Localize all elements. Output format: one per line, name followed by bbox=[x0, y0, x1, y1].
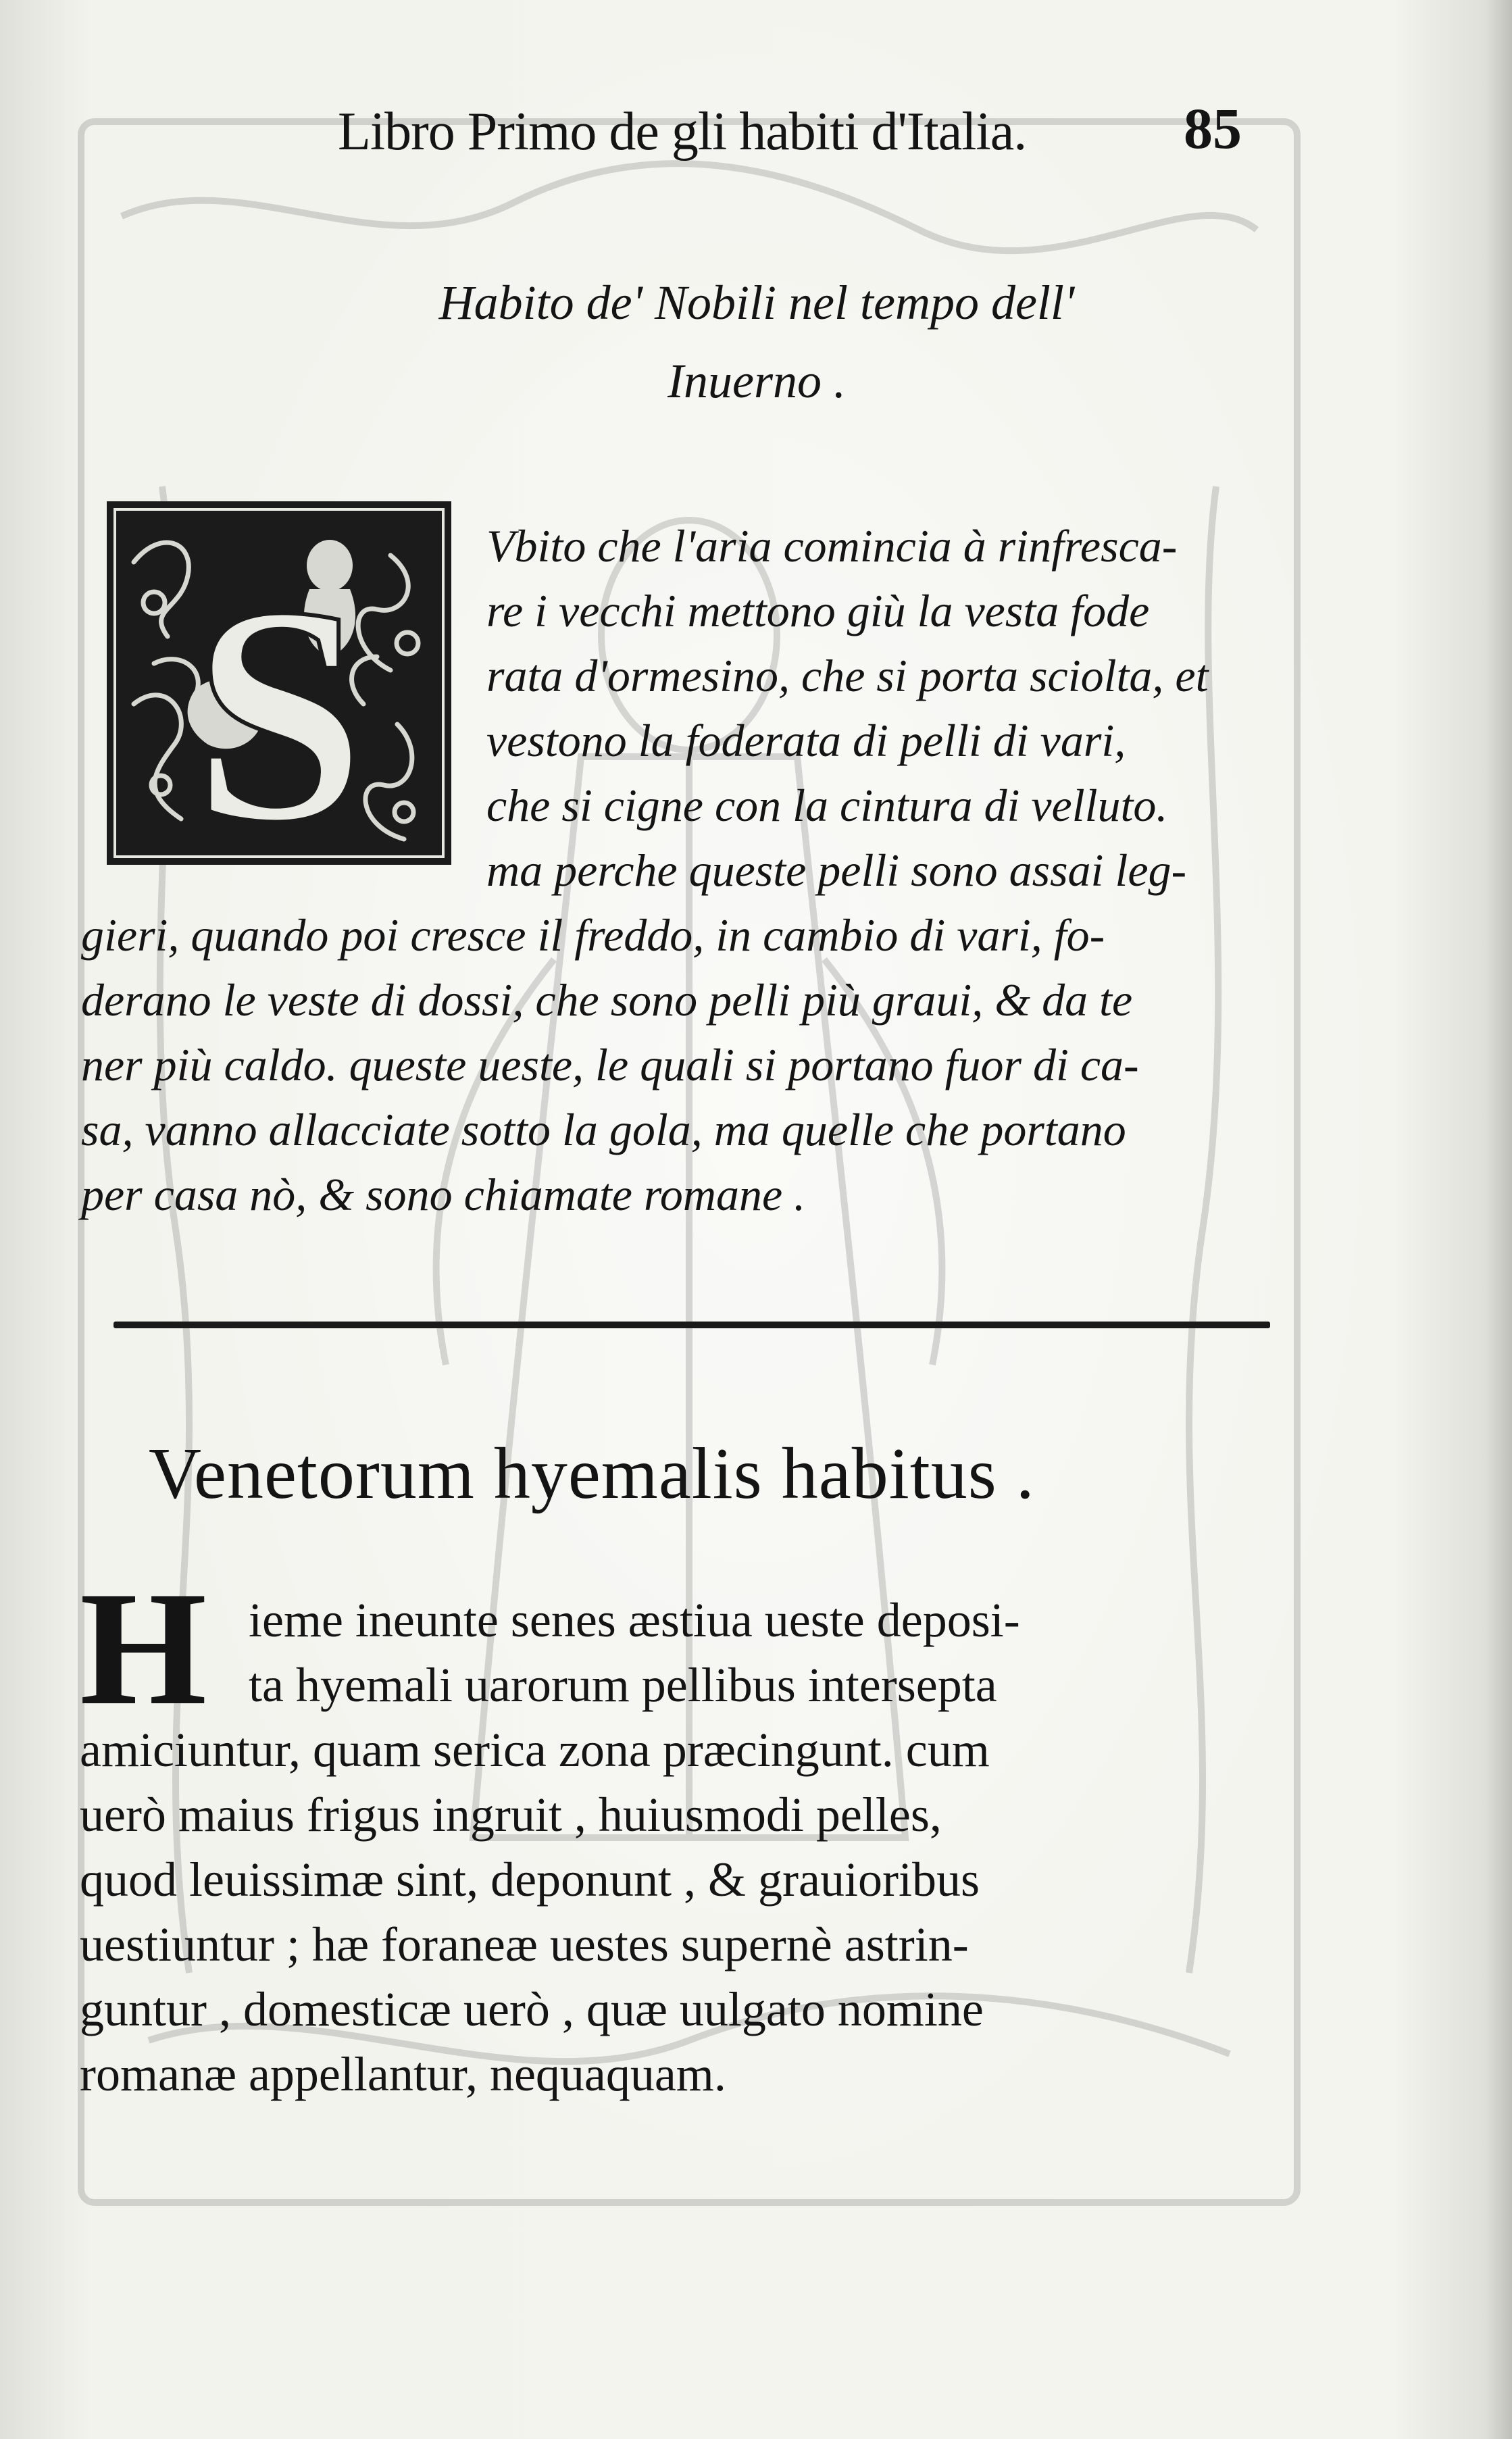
italian-line: ner più caldo. queste ueste, le quali si portano fuor di ca- bbox=[81, 1039, 1139, 1090]
ornamental-drop-cap bbox=[107, 501, 451, 865]
latin-line: ieme ineunte senes æstiua ueste deposi- bbox=[249, 1593, 1020, 1647]
running-title: Libro Primo de gli habiti d'Italia. bbox=[338, 102, 1027, 161]
italian-line: re i vecchi mettono giù la vesta fode bbox=[486, 585, 1150, 636]
latin-line: uerò maius frigus ingruit , huiusmodi pelles, bbox=[80, 1788, 942, 1842]
latin-text-beside-cap bbox=[80, 1588, 1296, 1717]
latin-line: uestiuntur ; hæ foraneæ uestes supernè astrin- bbox=[80, 1917, 969, 1971]
latin-line: guntur , domesticæ uerò , quæ uulgato nomine bbox=[80, 1982, 984, 2036]
italian-line: derano le veste di dossi, che sono pelli più graui, & da te bbox=[81, 974, 1133, 1026]
italian-line: vestono la foderata di pelli di vari, bbox=[486, 715, 1126, 766]
italian-title-line: Habito de' Nobili nel tempo dell' bbox=[438, 276, 1075, 330]
latin-section-title: Venetorum hyemalis habitus . bbox=[149, 1434, 1035, 1514]
drop-cap-letter-s: S bbox=[193, 542, 366, 865]
italian-line: ma perche queste pelli sono assai leg- bbox=[486, 845, 1187, 896]
section-divider bbox=[114, 1322, 1270, 1328]
italian-line: gieri, quando poi cresce il freddo, in cambio di vari, fo- bbox=[81, 909, 1105, 961]
latin-line: amiciuntur, quam serica zona præcingunt. cum bbox=[80, 1723, 990, 1777]
italian-line: per casa nò, & sono chiamate romane . bbox=[81, 1169, 806, 1220]
page-edge-shadow bbox=[1485, 0, 1512, 2439]
italian-line: rata d'ormesino, che si porta sciolta, et bbox=[486, 650, 1209, 701]
italian-title-line: Inuerno . bbox=[667, 354, 846, 408]
italian-line: sa, vanno allacciate sotto la gola, ma quelle che portano bbox=[81, 1104, 1126, 1155]
latin-text-full bbox=[80, 1717, 1296, 2107]
italian-line: Vbito che l'aria comincia à rinfresca- bbox=[486, 520, 1178, 572]
italian-text-beside-cap bbox=[486, 513, 1297, 903]
page-number: 85 bbox=[1184, 96, 1242, 161]
italian-line: che si cigne con la cintura di velluto. bbox=[486, 780, 1168, 831]
latin-drop-cap: H bbox=[80, 1558, 207, 1739]
italian-section-title bbox=[351, 263, 1162, 420]
italian-text-full bbox=[81, 903, 1297, 1227]
latin-line: quod leuissimæ sint, deponunt , & grauioribus bbox=[80, 1853, 980, 1907]
latin-line: romanæ appellantur, nequaquam. bbox=[80, 2047, 726, 2101]
latin-line: ta hyemali uarorum pellibus intersepta bbox=[249, 1658, 997, 1712]
